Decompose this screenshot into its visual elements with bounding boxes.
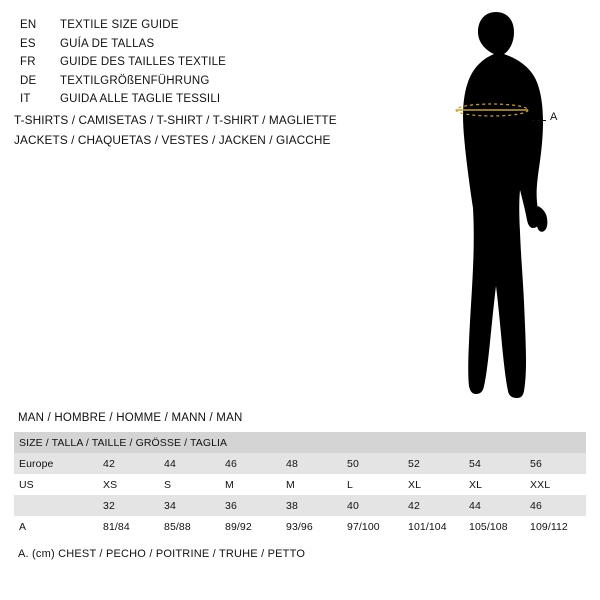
cell: 42 [98, 453, 159, 474]
cell: 38 [281, 495, 342, 516]
cell: 93/96 [281, 516, 342, 537]
table-row [14, 474, 586, 495]
measure-label-a: A [550, 111, 558, 123]
language-list [20, 16, 350, 109]
cell: 32 [98, 495, 159, 516]
language-text: GUIDA ALLE TAGLIE TESSILI [60, 93, 221, 106]
table-row [14, 516, 586, 537]
row-label: A [14, 516, 98, 537]
cell: 89/92 [220, 516, 281, 537]
category-jackets: JACKETS / CHAQUETAS / VESTES / JACKEN / GIACCHE [14, 133, 331, 147]
row-label: US [14, 474, 98, 495]
measure-leader-line [532, 120, 546, 121]
table-group-title: MAN / HOMBRE / HOMME / MANN / MAN [18, 412, 243, 424]
cell: S [159, 474, 220, 495]
cell: 56 [525, 453, 586, 474]
language-code: IT [20, 93, 31, 106]
cell: 40 [342, 495, 403, 516]
cell: 34 [159, 495, 220, 516]
language-row [20, 90, 350, 109]
language-code: DE [20, 74, 37, 87]
table-header-label: SIZE / TALLA / TAILLE / GRÖSSE / TAGLIA [14, 432, 586, 453]
language-code: ES [20, 37, 36, 50]
cell: XXL [525, 474, 586, 495]
language-row [20, 35, 350, 54]
size-table-block [14, 412, 586, 537]
category-tshirts: T-SHIRTS / CAMISETAS / T-SHIRT / T-SHIRT / MAGLIETTE [14, 113, 337, 127]
cell: M [220, 474, 281, 495]
cell: 50 [342, 453, 403, 474]
footnote: A. (cm) CHEST / PECHO / POITRINE / TRUHE / PETTO [18, 548, 306, 560]
language-code: EN [20, 19, 37, 31]
cell: L [342, 474, 403, 495]
cell: 81/84 [98, 516, 159, 537]
cell: 46 [220, 453, 281, 474]
table-header-row [14, 432, 586, 453]
row-label [14, 495, 98, 516]
language-row [20, 16, 350, 35]
size-table [14, 432, 586, 537]
cell: XL [464, 474, 525, 495]
cell: 52 [403, 453, 464, 474]
cell: 105/108 [464, 516, 525, 537]
cell: 48 [281, 453, 342, 474]
cell: 54 [464, 453, 525, 474]
language-code: FR [20, 56, 36, 69]
language-text: GUÍA DE TALLAS [60, 37, 155, 50]
table-row [14, 453, 586, 474]
cell: XS [98, 474, 159, 495]
cell: 46 [525, 495, 586, 516]
cell: 109/112 [525, 516, 586, 537]
cell: 85/88 [159, 516, 220, 537]
table-row [14, 495, 586, 516]
cell: 36 [220, 495, 281, 516]
row-label: Europe [14, 453, 98, 474]
cell: XL [403, 474, 464, 495]
language-row [20, 53, 350, 72]
cell: 101/104 [403, 516, 464, 537]
language-text: TEXTILE SIZE GUIDE [60, 19, 179, 31]
cell: 42 [403, 495, 464, 516]
language-text: GUIDE DES TAILLES TEXTILE [60, 56, 227, 69]
cell: 97/100 [342, 516, 403, 537]
silhouette-icon [400, 10, 600, 410]
category-list [14, 110, 414, 150]
cell: 44 [159, 453, 220, 474]
language-text: TEXTILGRÖßENFÜHRUNG [60, 74, 210, 87]
male-silhouette-figure [400, 10, 600, 410]
cell: M [281, 474, 342, 495]
cell: 44 [464, 495, 525, 516]
language-row [20, 72, 350, 91]
